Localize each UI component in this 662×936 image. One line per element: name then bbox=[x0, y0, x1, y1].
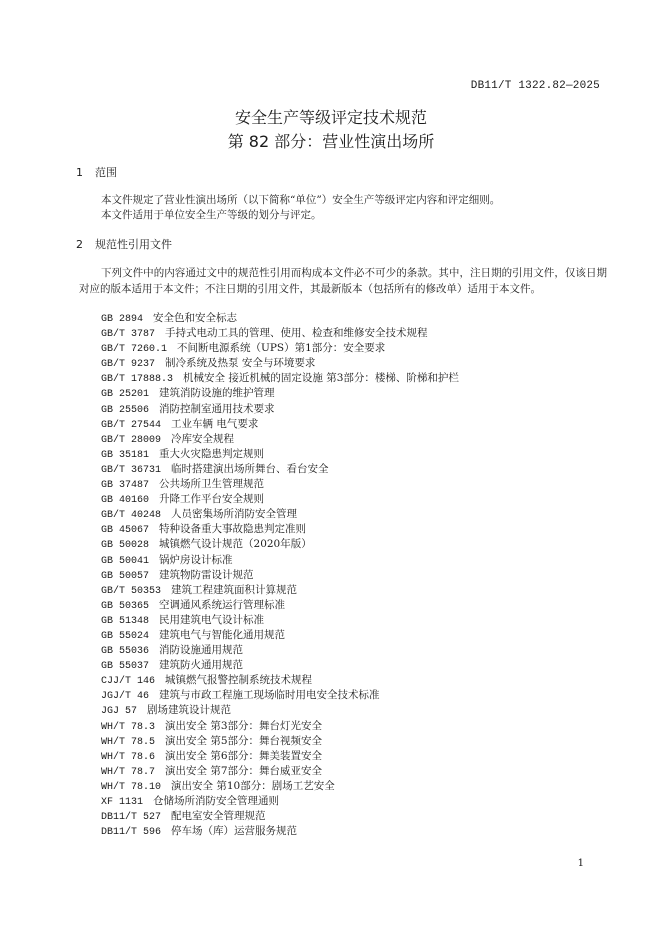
reference-code: GB 2894 bbox=[101, 314, 144, 325]
reference-title: 演出安全 第3部分：舞台灯光安全 bbox=[165, 719, 323, 732]
reference-code: GB 25506 bbox=[101, 404, 150, 416]
reference-title: 演出安全 第5部分：舞台视频安全 bbox=[165, 734, 323, 747]
reference-title: 建筑物防雷设计规范 bbox=[159, 568, 254, 581]
reference-item bbox=[101, 598, 621, 613]
page-number: 1 bbox=[577, 858, 584, 869]
reference-code: GB/T 7260.1 bbox=[101, 344, 168, 356]
scope-paragraph: 本文件适用于单位安全生产等级的划分与评定。 bbox=[101, 209, 322, 221]
reference-code: CJJ/T 146 bbox=[101, 676, 156, 688]
section-title: 范围 bbox=[95, 166, 117, 179]
reference-item bbox=[101, 386, 621, 401]
reference-title: 建筑电气与智能化通用规范 bbox=[159, 628, 286, 641]
reference-title: 演出安全 第10部分：剧场工艺安全 bbox=[171, 779, 335, 792]
reference-item bbox=[101, 537, 621, 552]
reference-code: XF 1131 bbox=[101, 797, 144, 808]
reference-item bbox=[101, 628, 621, 643]
reference-code: GB 50041 bbox=[101, 555, 150, 567]
reference-title: 城镇燃气设计规范（2020年版） bbox=[159, 538, 312, 551]
reference-code: GB/T 40248 bbox=[101, 510, 162, 522]
reference-title: 建筑与市政工程施工现场临时用电安全技术标准 bbox=[159, 689, 380, 702]
section-number: 1 bbox=[76, 166, 83, 179]
reference-code: GB/T 27544 bbox=[101, 419, 162, 431]
reference-title: 特种设备重大事故隐患判定准则 bbox=[159, 523, 307, 536]
reference-code: GB/T 9237 bbox=[101, 359, 156, 371]
reference-code: JGJ/T 46 bbox=[101, 691, 150, 703]
reference-title: 建筑防火通用规范 bbox=[159, 659, 244, 672]
reference-title: 机械安全 接近机械的固定设施 第3部分：楼梯、阶梯和护栏 bbox=[183, 372, 459, 385]
reference-item bbox=[101, 402, 621, 417]
reference-item bbox=[101, 522, 621, 537]
reference-title: 手持式电动工具的管理、使用、检查和维修安全技术规程 bbox=[165, 327, 428, 340]
section-heading-scope bbox=[76, 166, 117, 180]
normative-refs-intro: 下列文件中的内容通过文中的规范性引用而构成本文件必不可少的条款。其中，注日期的引用文件，仅该日期对应的版本适用于本文件；不注日期的引用文件，其最新版本（包括所有的修改单）适用于本文件。 bbox=[79, 267, 607, 295]
reference-item bbox=[101, 447, 621, 462]
reference-code: GB 35181 bbox=[101, 449, 150, 461]
reference-item bbox=[101, 688, 621, 703]
document-id: DB11/T 1322.82—2025 bbox=[470, 80, 600, 92]
reference-code: GB 50057 bbox=[101, 570, 150, 582]
reference-item bbox=[101, 341, 621, 356]
reference-code: GB/T 36731 bbox=[101, 464, 162, 476]
reference-item bbox=[101, 703, 621, 718]
reference-item bbox=[101, 462, 621, 477]
reference-title: 建筑消防设施的维护管理 bbox=[159, 387, 275, 400]
reference-title: 演出安全 第7部分：舞台威亚安全 bbox=[165, 764, 323, 777]
reference-item bbox=[101, 809, 621, 824]
reference-code: WH/T 78.5 bbox=[101, 736, 156, 748]
reference-code: GB 40160 bbox=[101, 495, 150, 507]
reference-list bbox=[101, 311, 621, 839]
reference-title: 冷库安全规程 bbox=[171, 432, 235, 445]
reference-item bbox=[101, 568, 621, 583]
reference-code: WH/T 78.7 bbox=[101, 766, 156, 778]
reference-item bbox=[101, 477, 621, 492]
document-subtitle: 第 82 部分：营业性演出场所 bbox=[227, 132, 435, 151]
reference-title: 剧场建筑设计规范 bbox=[147, 704, 232, 717]
reference-item bbox=[101, 326, 621, 341]
reference-code: GB 55024 bbox=[101, 630, 150, 642]
reference-item bbox=[101, 658, 621, 673]
reference-item bbox=[101, 764, 621, 779]
reference-code: GB 50365 bbox=[101, 600, 150, 612]
reference-title: 重大火灾隐患判定规则 bbox=[159, 447, 265, 460]
reference-code: WH/T 78.10 bbox=[101, 781, 162, 793]
reference-code: GB/T 3787 bbox=[101, 329, 156, 341]
reference-title: 人员密集场所消防安全管理 bbox=[171, 508, 298, 521]
reference-item bbox=[101, 507, 621, 522]
reference-title: 工业车辆 电气要求 bbox=[171, 417, 259, 430]
reference-item bbox=[101, 613, 621, 628]
reference-title: 升降工作平台安全规则 bbox=[159, 493, 265, 506]
reference-code: JGJ 57 bbox=[101, 706, 138, 718]
reference-title: 城镇燃气报警控制系统技术规程 bbox=[165, 674, 313, 687]
reference-code: GB 45067 bbox=[101, 525, 150, 537]
reference-item bbox=[101, 583, 621, 598]
reference-item bbox=[101, 432, 621, 447]
reference-title: 民用建筑电气设计标准 bbox=[159, 613, 265, 626]
reference-item bbox=[101, 719, 621, 734]
reference-code: GB 55036 bbox=[101, 646, 150, 658]
section-number: 2 bbox=[76, 238, 83, 251]
reference-item bbox=[101, 643, 621, 658]
reference-code: GB 51348 bbox=[101, 615, 150, 627]
reference-item bbox=[101, 749, 621, 764]
reference-code: GB 50028 bbox=[101, 540, 150, 552]
reference-title: 配电室安全管理规范 bbox=[171, 810, 266, 823]
scope-paragraph: 本文件规定了营业性演出场所（以下简称“单位”）安全生产等级评定内容和评定细则。 bbox=[101, 194, 501, 206]
reference-title: 安全色和安全标志 bbox=[153, 312, 238, 324]
reference-item bbox=[101, 734, 621, 749]
reference-title: 公共场所卫生管理规范 bbox=[159, 478, 265, 491]
reference-code: GB 25201 bbox=[101, 389, 150, 401]
reference-title: 制冷系统及热泵 安全与环境要求 bbox=[165, 357, 316, 370]
reference-code: WH/T 78.6 bbox=[101, 751, 156, 763]
section-heading-normative-refs bbox=[76, 238, 172, 252]
reference-code: WH/T 78.3 bbox=[101, 721, 156, 733]
reference-item bbox=[101, 673, 621, 688]
reference-title: 建筑工程建筑面积计算规范 bbox=[171, 583, 298, 596]
reference-code: GB/T 50353 bbox=[101, 585, 162, 597]
reference-item bbox=[101, 417, 621, 432]
reference-item bbox=[101, 553, 621, 568]
document-title: 安全生产等级评定技术规范 bbox=[234, 108, 427, 127]
reference-title: 临时搭建演出场所舞台、看台安全 bbox=[171, 462, 329, 475]
reference-title: 消防设施通用规范 bbox=[159, 644, 244, 657]
reference-item bbox=[101, 779, 621, 794]
section-title: 规范性引用文件 bbox=[95, 238, 172, 251]
reference-title: 演出安全 第6部分：舞美装置安全 bbox=[165, 749, 323, 762]
reference-item bbox=[101, 371, 621, 386]
reference-title: 空调通风系统运行管理标准 bbox=[159, 598, 286, 611]
reference-code: GB/T 17888.3 bbox=[101, 374, 174, 386]
reference-title: 锅炉房设计标准 bbox=[159, 553, 233, 566]
reference-code: GB/T 28009 bbox=[101, 434, 162, 446]
reference-code: GB 55037 bbox=[101, 661, 150, 673]
reference-title: 停车场（库）运营服务规范 bbox=[171, 825, 298, 838]
reference-code: GB 37487 bbox=[101, 480, 150, 492]
reference-code: DB11/T 596 bbox=[101, 827, 162, 839]
reference-title: 仓储场所消防安全管理通则 bbox=[153, 795, 280, 807]
reference-item bbox=[101, 311, 621, 326]
reference-item bbox=[101, 794, 621, 809]
reference-title: 不间断电源系统（UPS）第1部分：安全要求 bbox=[177, 342, 386, 355]
reference-item bbox=[101, 824, 621, 839]
reference-code: DB11/T 527 bbox=[101, 812, 162, 824]
reference-item bbox=[101, 356, 621, 371]
reference-item bbox=[101, 492, 621, 507]
reference-title: 消防控制室通用技术要求 bbox=[159, 402, 275, 415]
